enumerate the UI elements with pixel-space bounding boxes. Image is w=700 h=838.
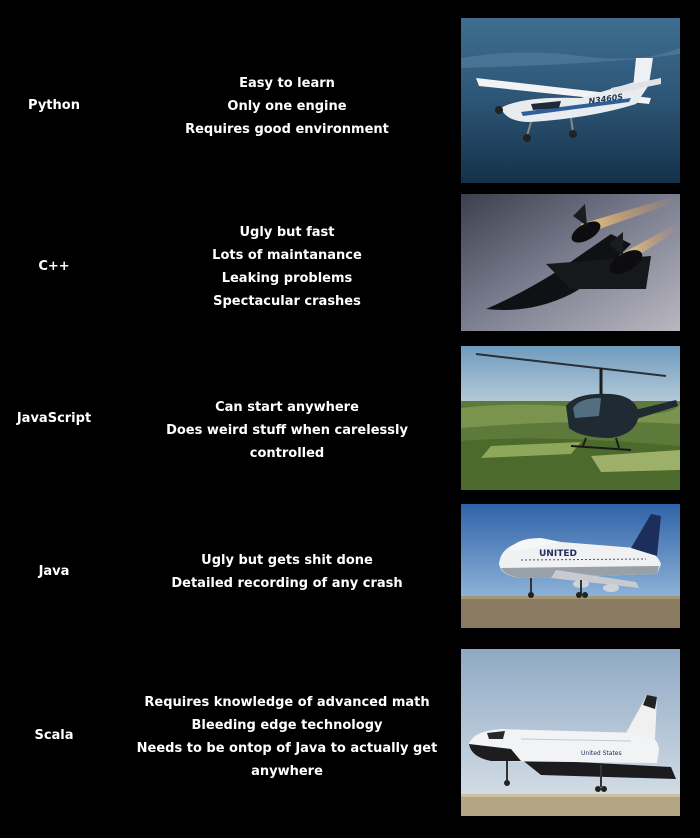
row-javascript xyxy=(0,340,700,498)
trait: Requires good environment xyxy=(185,122,389,137)
traits-text xyxy=(136,549,438,595)
trait: Bleeding edge technology xyxy=(191,718,383,733)
trait: Detailed recording of any crash xyxy=(171,576,403,591)
livery-text: United States xyxy=(581,750,622,757)
tail-number-text: N3460S xyxy=(588,92,624,106)
livery-text: UNITED xyxy=(539,549,577,559)
trait: Requires knowledge of advanced math xyxy=(144,695,430,710)
jumbo-jet-image xyxy=(461,504,680,628)
traits-text xyxy=(136,221,438,313)
blackbird-jet-image xyxy=(461,194,680,331)
trait: Needs to be ontop of Java to actually get anywhere xyxy=(136,741,438,779)
small-propeller-plane-image xyxy=(461,18,680,183)
trait: Ugly but gets shit done xyxy=(201,553,373,568)
space-shuttle-image xyxy=(461,649,680,816)
trait: Can start anywhere xyxy=(215,400,359,415)
traits-text xyxy=(136,691,438,783)
row-java xyxy=(0,498,700,633)
row-scala xyxy=(0,633,700,838)
helicopter-image xyxy=(461,346,680,490)
traits-text xyxy=(136,72,438,141)
trait: Spectacular crashes xyxy=(213,294,361,309)
language-label: Python xyxy=(28,98,80,113)
language-label: C++ xyxy=(38,259,70,274)
row-cpp xyxy=(0,190,700,340)
trait: Ugly but fast xyxy=(239,225,335,240)
trait: Lots of maintanance xyxy=(212,248,362,263)
language-label: JavaScript xyxy=(16,411,92,426)
trait: Does weird stuff when carelessly controlled xyxy=(166,423,408,461)
trait: Only one engine xyxy=(227,99,347,114)
language-label: Scala xyxy=(34,728,74,743)
traits-text xyxy=(136,396,438,465)
row-python xyxy=(0,0,700,190)
language-label: Java xyxy=(38,564,70,579)
trait: Leaking problems xyxy=(221,271,353,286)
trait: Easy to learn xyxy=(239,76,335,91)
